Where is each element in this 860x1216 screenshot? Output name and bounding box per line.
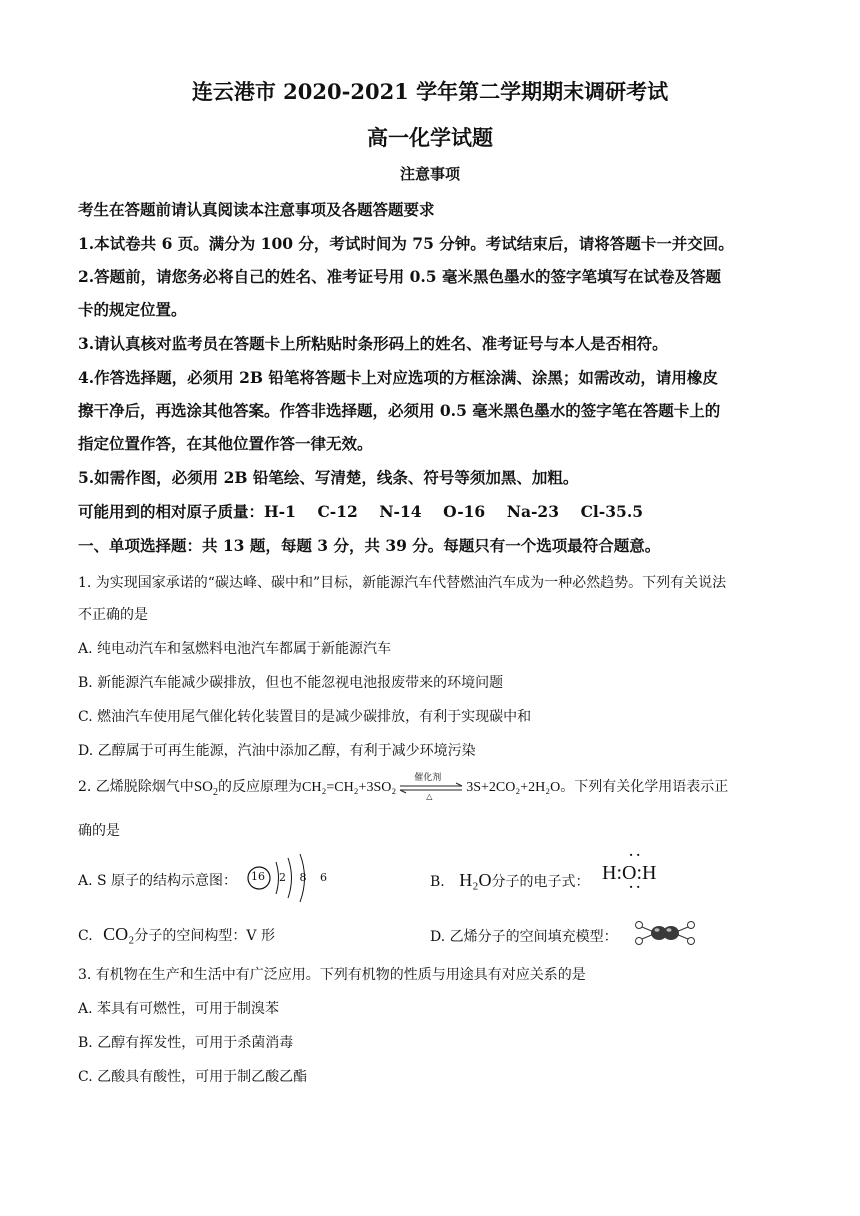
q1-option-b: B. 新能源汽车能减少碳排放，但也不能忽视电池报废带来的环境问题 (78, 675, 504, 691)
q2-so2: $SO_2$ (193, 779, 218, 798)
reaction-right: 3S+2CO₂+2H₂O (466, 780, 561, 795)
q2-option-a-label: A. S 原子的结构示意图： (78, 873, 238, 889)
atomic-mass-line: 可能用到的相对原子质量：H-1 C-12 N-14 O-16 Na-23 Cl-35.5 (78, 502, 643, 521)
water-lewis-structure (600, 848, 672, 894)
heat-symbol: △ (426, 792, 433, 801)
instruction-item-1: 1.本试卷共 6 页。满分为 100 分，考试时间为 75 分钟。考试结束后，请将答题卡一并交回。 (78, 234, 734, 253)
lone-pair-bottom: ·· (629, 880, 644, 894)
section-heading: 一、单项选择题：共 13 题，每题 3 分，共 39 分。每题只有一个选项最符合题意。 (78, 536, 661, 555)
q1-stem-b: 不正确的是 (78, 607, 148, 623)
instruction-item-2b: 卡的规定位置。 (78, 300, 187, 319)
q2-option-d-label: D. 乙烯分子的空间填充模型： (430, 929, 618, 945)
catalyst-label: 催化剂 (414, 773, 442, 783)
reaction-left: CH₂=CH₂+3SO₂ (302, 780, 397, 795)
q2-option-c-letter: C. (78, 928, 93, 944)
q2-stem-prefix: 2. 乙烯脱除烟气中 (78, 779, 194, 795)
q2-so2-text: SO (193, 779, 213, 795)
instructions-intro: 考生在答题前请认真阅读本注意事项及各题答题要求 (78, 200, 435, 219)
q3-option-c: C. 乙酸具有酸性，可用于制乙酸乙酯 (78, 1069, 308, 1085)
ethylene-model-icon (632, 918, 698, 948)
q1-option-a: A. 纯电动汽车和氢燃料电池汽车都属于新能源汽车 (78, 641, 392, 657)
q2-stem-mid: 的反应原理为 (218, 779, 302, 795)
q2-option-c-text: 分子的空间构型：V 形 (134, 928, 275, 944)
q3-stem: 3. 有机物在生产和生活中有广泛应用。下列有机物的性质与用途具有对应关系的是 (78, 967, 586, 983)
instruction-item-3: 3.请认真核对监考员在答题卡上所粘贴时条形码上的姓名、准考证号与本人是否相符。 (78, 334, 668, 353)
instruction-item-4a: 4.作答选择题，必须用 2B 铅笔将答题卡上对应选项的方框涂满、涂黑；如需改动，请用橡皮 (78, 368, 718, 387)
co2-formula: CO₂ (103, 924, 135, 944)
q2-option-c (78, 924, 275, 945)
q2-stem-a (78, 773, 788, 802)
q1-option-c: C. 燃油汽车使用尾气催化转化装置目的是减少碳排放，有利于实现碳中和 (78, 709, 532, 725)
instruction-item-4c: 指定位置作答，在其他位置作答一律无效。 (78, 434, 373, 453)
ethylene-model (632, 918, 698, 948)
q3-option-b: B. 乙醇有挥发性，可用于杀菌消毒 (78, 1035, 294, 1051)
q3-option-a: A. 苯具有可燃性，可用于制溴苯 (78, 1001, 280, 1017)
q1-stem-a: 1. 为实现国家承诺的“碳达峰、碳中和”目标，新能源汽车代替燃油汽车成为一种必然趋势。下列有关说法 (78, 575, 727, 591)
lewis-formula: H:O:H (602, 862, 657, 884)
reaction-arrow (396, 773, 466, 801)
q2-stem-b: 确的是 (78, 823, 120, 839)
notice-title: 注意事项 (399, 165, 460, 183)
h2o-formula: H₂O (459, 870, 492, 890)
q2-option-b (430, 870, 589, 891)
instruction-item-2a: 2.答题前，请您务必将自己的姓名、准考证号用 0.5 毫米黑色墨水的签字笔填写在试卷及答题 (78, 267, 721, 286)
q2-option-b-text: 分子的电子式： (491, 874, 590, 890)
instruction-item-4b: 擦干净后，再选涂其他答案。作答非选择题，必须用 0.5 毫米黑色墨水的签字笔在答题卡上的 (78, 401, 721, 420)
lone-pair-top: ·· (629, 848, 644, 862)
q2-option-b-letter: B. (430, 874, 445, 890)
q1-option-d: D. 乙醇属于可再生能源，汽油中添加乙醇，有利于减少环境污染 (78, 743, 476, 759)
q2-stem-post: 。下列有关化学用语表示正 (560, 779, 729, 795)
instruction-item-5: 5.如需作图，必须用 2B 铅笔绘、写清楚，线条、符号等须加黑、加粗。 (78, 468, 579, 487)
electron-shells: 2 8 6 (279, 871, 332, 884)
exam-subtitle: 高一化学试题 (367, 125, 493, 150)
nucleus-charge: 16 (251, 870, 265, 883)
sulfur-atom-diagram (246, 850, 332, 906)
exam-title: 连云港市 2020-2021 学年第二学期期末调研考试 (191, 79, 669, 104)
